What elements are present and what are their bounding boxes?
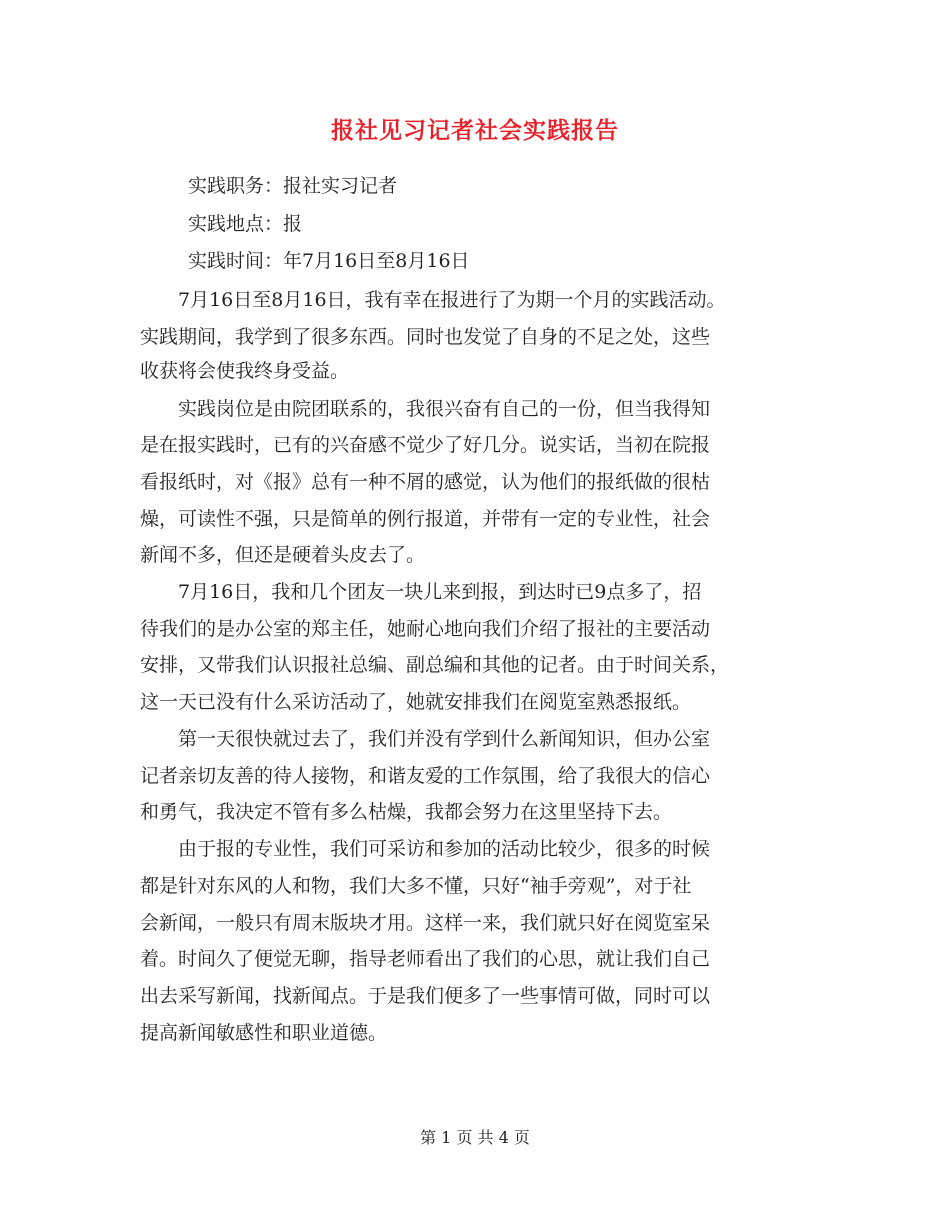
text-line: 7月16日至8月16日，我有幸在报进行了为期一个月的实践活动。: [140, 289, 726, 311]
text-line: 提高新闻敏感性和职业道德。: [140, 1022, 388, 1044]
text-line: 都是针对东风的人和物，我们大多不懂，只好“袖手旁观”，对于社: [140, 875, 692, 897]
meta-time: 实践时间：年7月16日至8月16日: [188, 250, 470, 272]
text-line: 是在报实践时，已有的兴奋感不觉少了好几分。说实话，当初在院报: [140, 434, 711, 456]
text-line: 看报纸时，对《报》总有一种不屑的感觉，认为他们的报纸做的很枯: [140, 471, 711, 493]
text-line: 收获将会使我终身受益。: [140, 360, 350, 382]
text-line: 实践岗位是由院团联系的，我很兴奋有自己的一份，但当我得知: [140, 398, 711, 420]
text-line: 会新闻，一般只有周末版块才用。这样一来，我们就只好在阅览室呆: [140, 912, 711, 934]
text-line: 出去采写新闻，找新闻点。于是我们便多了一些事情可做，同时可以: [140, 985, 711, 1007]
text-line: 燥，可读性不强，只是简单的例行报道，并带有一定的专业性，社会: [140, 508, 711, 530]
text-line: 7月16日，我和几个团友一块儿来到报，到达时已9点多了，招: [140, 581, 702, 603]
text-line: 实践期间，我学到了很多东西。同时也发觉了自身的不足之处，这些: [140, 326, 711, 348]
meta-position: 实践职务：报社实习记者: [188, 175, 398, 197]
text-line: 待我们的是办公室的郑主任，她耐心地向我们介绍了报社的主要活动: [140, 618, 711, 640]
page-footer: 第 1 页 共 4 页: [420, 1128, 530, 1147]
text-line: 第一天很快就过去了，我们并没有学到什么新闻知识，但办公室: [140, 728, 711, 750]
text-line: 安排，又带我们认识报社总编、副总编和其他的记者。由于时间关系，: [140, 654, 730, 676]
meta-location: 实践地点：报: [188, 213, 303, 235]
text-line: 着。时间久了便觉无聊，指导老师看出了我们的心思，就让我们自己: [140, 948, 711, 970]
text-line: 和勇气，我决定不管有多么枯燥，我都会努力在这里坚持下去。: [140, 801, 673, 823]
document-title: 报社见习记者社会实践报告: [331, 117, 619, 144]
text-line: 这一天已没有什么采访活动了，她就安排我们在阅览室熟悉报纸。: [140, 691, 692, 713]
text-line: 记者亲切友善的待人接物，和谐友爱的工作氛围，给了我很大的信心: [140, 765, 711, 787]
text-line: 由于报的专业性，我们可采访和参加的活动比较少，很多的时候: [140, 838, 711, 860]
text-line: 新闻不多，但还是硬着头皮去了。: [140, 544, 426, 566]
